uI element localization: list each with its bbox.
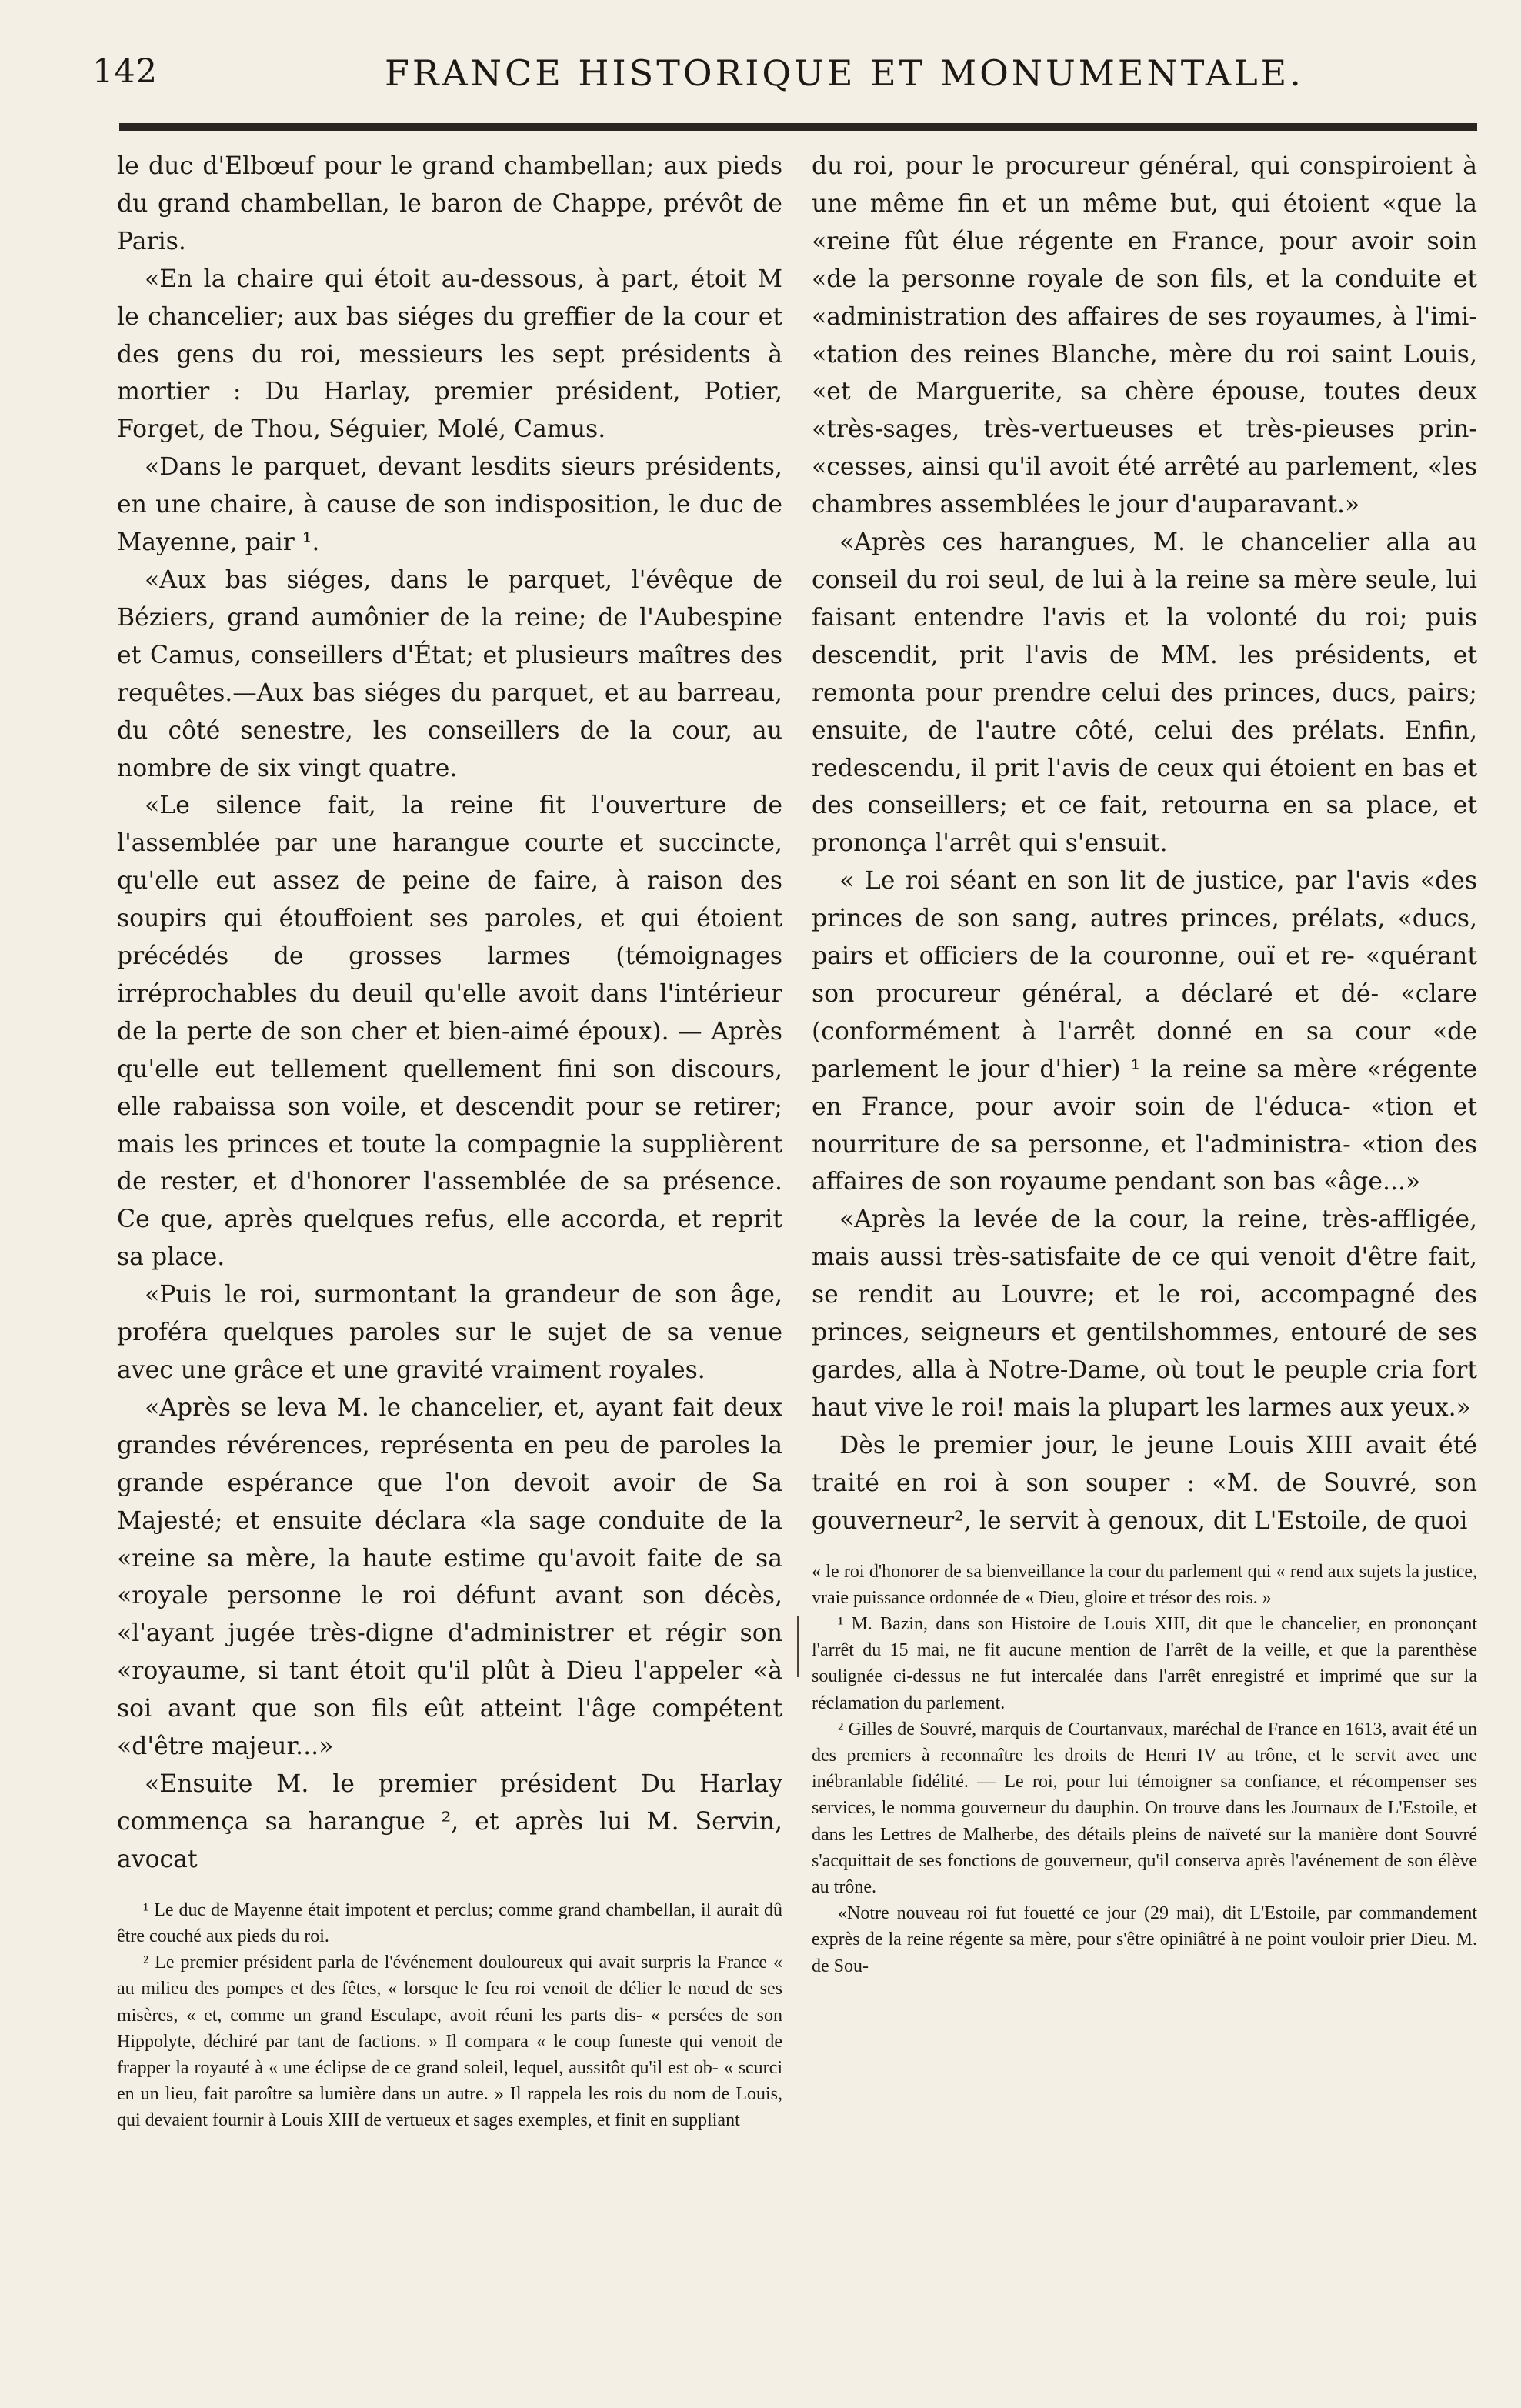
paragraph: «Puis le roi, surmontant la grandeur de son âge, proféra quelques paroles sur le sujet de sa venue avec une grâce et une gravité vraiment royales. xyxy=(117,1281,782,1384)
page-number: 142 xyxy=(92,52,158,91)
right-column xyxy=(812,148,1477,2379)
paragraph: «Après ces harangues, M. le chancelier alla au conseil du roi seul, de lui à la reine sa mère seule, lui faisant entendre l'avis et la volonté du roi; puis descendit, prit l'avis de MM. les présidents, et remonta pour prendre celui des princes, ducs, pairs; ensuite, de l'autre côté, celui des prélats. Enfin, redescendu, il prit l'avis de ceux qui étoient en bas et des conseillers; et ce fait, retourna en sa place, et prononça l'arrêt qui s'ensuit. xyxy=(812,529,1477,858)
paragraph: le duc d'Elbœuf pour le grand chambellan; aux pieds du grand chambellan, le baron de Chappe, prévôt de Paris. xyxy=(117,152,782,255)
column-separator xyxy=(797,1616,799,1677)
paragraph: «Dans le parquet, devant lesdits sieurs présidents, en une chaire, à cause de son indisposition, le duc de Mayenne, pair ¹. xyxy=(117,453,782,557)
right-body xyxy=(812,148,1477,1540)
paragraph: «Le silence fait, la reine fit l'ouverture de l'assemblée par une harangue courte et succincte, qu'elle eut assez de peine de faire, à raison des soupirs qui étouffoient ses paroles, et qui étoient précédés de grosses larmes (témoignages irréprochables du deuil qu'elle avoit dans l'intérieur de la perte de son cher et bien-aimé époux). — Après qu'elle eut tellement quellement fini son discours, elle rabaissa son voile, et descendit pour se retirer; mais les princes et toute la compagnie la supplièrent de rester, et d'honorer l'assemblée de sa présence. Ce que, après quelques refus, elle accorda, et reprit sa place. xyxy=(117,792,782,1272)
paragraph: «En la chaire qui étoit au-dessous, à part, étoit M le chancelier; aux bas siéges du greffier de la cour et des gens du roi, messieurs les sept présidents à mortier : Du Harlay, premier président, Potier, Forget, de Thou, Séguier, Molé, Camus. xyxy=(117,265,782,444)
footnote: « le roi d'honorer de sa bienveillance la cour du parlement qui « rend aux sujets la justice, vraie puissance ordonnée de « Dieu, gloire et trésor des rois. » xyxy=(812,1561,1477,1608)
paragraph: «Après la levée de la cour, la reine, très-affligée, mais aussi très-satisfaite de ce qui venoit d'être fait, se rendit au Louvre; et le roi, accompagné des princes, seigneurs et gentilshommes, entouré de ses gardes, alla à Notre-Dame, où tout le peuple cria fort haut vive le roi! mais la plupart les larmes aux yeux.» xyxy=(812,1206,1477,1422)
footnote: ² Gilles de Souvré, marquis de Courtanvaux, maréchal de France en 1613, avait été un des premiers à reconnaître les droits de Henri IV au trône, et le servit avec une inébranlable fidélité. — Le roi, pour lui témoigner sa confiance, et récompenser ses services, le nomma gouverneur du dauphin. On trouve dans les Journaux de L'Estoile, et dans les Lettres de Malherbe, des détails pleins de naïveté sur la manière dont Souvré s'acquittait de ses fonctions de gouverneur, qu'il conserva après l'avénement de son élève au trône. xyxy=(812,1719,1477,1897)
paragraph: «Aux bas siéges, dans le parquet, l'évêque de Béziers, grand aumônier de la reine; de l'Aubespine et Camus, conseillers d'État; et plusieurs maîtres des requêtes.—Aux bas siéges du parquet, et au barreau, du côté senestre, les conseillers de la cour, au nombre de six vingt quatre. xyxy=(117,565,782,782)
running-title: FRANCE HISTORIQUE ET MONUMENTALE. xyxy=(385,52,1304,94)
paragraph: «Ensuite M. le premier président Du Harlay commença sa harangue ², et après lui M. Servin, avocat xyxy=(117,1769,782,1873)
footnote: ¹ Le duc de Mayenne était impotent et perclus; comme grand chambellan, il aurait dû être couché aux pieds du roi. xyxy=(117,1899,782,1946)
footnote: ² Le premier président parla de l'événement douloureux qui avait surpris la France « au milieu des pompes et des fêtes, « lorsque le feu roi venoit de délier le nœud de ses misères, « et, comme un grand Esculape, avoit réuni les parts dis- « persées de son Hippolyte, déchiré par tant de factions. » Il compara « le coup funeste qui venoit de frapper la royauté à « une éclipse de ce grand soleil, lequel, aussitôt qu'il est ob- « scurci en un lieu, fait paroître sa lumière dans un autre. » Il rappela les rois du nom de Louis, qui devaient fournir à Louis XIII de vertueux et sages exemples, et finit en suppliant xyxy=(117,1953,782,2131)
footnote: ¹ M. Bazin, dans son Histoire de Louis XIII, dit que le chancelier, en prononçant l'arrêt du 15 mai, ne fit aucune mention de l'arrêt de la veille, et que la parenthèse soulignée ci-dessus ne fut intercalée dans l'arrêt enregistré et imprimé que sur la réclamation du parlement. xyxy=(812,1613,1477,1713)
paragraph: «Après se leva M. le chancelier, et, ayant fait deux grandes révérences, représenta en peu de paroles la grande espérance que l'on devoit avoir de Sa Majesté; et ensuite déclara «la sage conduite de la «reine sa mère, la haute estime qu'avoit faite de sa «royale personne le roi défunt avant son décès, «l'ayant jugée très-digne d'administrer et régir son «royaume, si tant étoit qu'il plût à Dieu l'appeler «à soi avant que son fils eût atteint l'âge compétent «d'être majeur...» xyxy=(117,1393,782,1761)
footnote: «Notre nouveau roi fut fouetté ce jour (29 mai), dit L'Estoile, par commandement exprès de la reine régente sa mère, pour s'être opiniâtré à ne point vouloir prier Dieu. M. de Sou- xyxy=(812,1903,1477,1976)
paragraph: du roi, pour le procureur général, qui conspiroient à une même fin et un même but, qui étoient «que la «reine fût élue régente en France, pour avoir soin «de la personne royale de son fils, et la conduite et «administration des affaires de ses royaumes, à l'imi- «tation des reines Blanche, mère du roi saint Louis, «et de Marguerite, sa chère épouse, toutes deux «très-sages, très-vertueuses et très-pieuses prin- «cesses, ainsi qu'il avoit été arrêté au parlement, «les chambres assemblées le jour d'auparavant.» xyxy=(812,152,1477,519)
left-body xyxy=(117,148,782,1879)
header-rule xyxy=(119,123,1477,131)
left-footnotes xyxy=(117,1897,782,2134)
right-footnotes xyxy=(812,1559,1477,1979)
paragraph: « Le roi séant en son lit de justice, par l'avis «des princes de son sang, autres princes, prélats, «ducs, pairs et officiers de la couronne, ouï et re- «quérant son procureur général, a déclaré et dé- «clare (conformément à l'arrêt donné en sa cour «de parlement le jour d'hier) ¹ la reine sa mère «régente en France, pour avoir soin de l'éduca- «tion et nourriture de sa personne, et l'administra- «tion des affaires de son royaume pendant son bas «âge...» xyxy=(812,867,1477,1196)
left-column xyxy=(117,148,782,2379)
paragraph: Dès le premier jour, le jeune Louis XIII avait été traité en roi à son souper : «M. de Souvré, son gouverneur², le servit à genoux, dit L'Estoile, de quoi xyxy=(812,1431,1477,1535)
page-header xyxy=(92,52,1477,106)
